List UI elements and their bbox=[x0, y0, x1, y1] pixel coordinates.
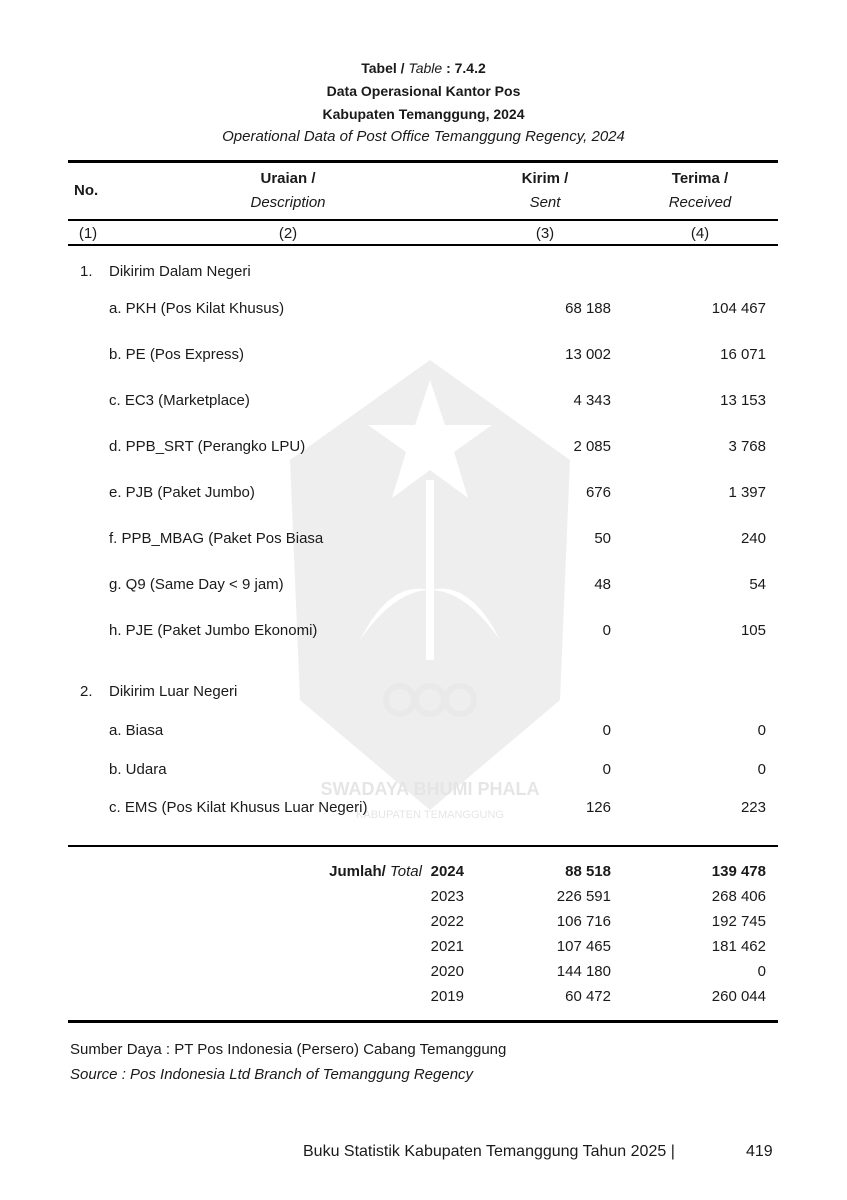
col-kirim: Kirim / bbox=[521, 170, 569, 187]
total-year: 2021 bbox=[430, 938, 464, 955]
total-received: 260 044 bbox=[711, 988, 766, 1005]
col-num-1: (1) bbox=[78, 225, 98, 242]
colnum-rule bbox=[68, 244, 778, 246]
table-region-year: Kabupaten Temanggung, 2024 bbox=[322, 106, 525, 122]
row-label: h. PJE (Paket Jumbo Ekonomi) bbox=[109, 622, 318, 639]
total-label-id: Jumlah/ bbox=[329, 863, 386, 880]
col-received: Received bbox=[668, 194, 732, 211]
row-sent: 0 bbox=[602, 622, 611, 639]
row-label: a. PKH (Pos Kilat Khusus) bbox=[109, 300, 285, 317]
total-year: 2022 bbox=[430, 913, 464, 930]
col-num-3: (3) bbox=[535, 225, 555, 242]
page-number: 419 bbox=[746, 1143, 773, 1160]
row-received: 13 153 bbox=[720, 392, 766, 409]
row-sent: 0 bbox=[602, 761, 611, 778]
footer-book-title: Buku Statistik Kabupaten Temanggung Tahun 2025 | bbox=[303, 1143, 675, 1160]
col-num-4: (4) bbox=[690, 225, 710, 242]
row-label: a. Biasa bbox=[109, 722, 164, 739]
total-sent: 88 518 bbox=[565, 863, 611, 880]
col-sent: Sent bbox=[529, 194, 561, 211]
bottom-rule bbox=[68, 1020, 778, 1023]
tabel-label: Tabel / bbox=[361, 60, 405, 76]
row-received: 1 397 bbox=[728, 484, 766, 501]
row-sent: 0 bbox=[602, 722, 611, 739]
row-label: f. PPB_MBAG (Paket Pos Biasa bbox=[109, 530, 324, 547]
col-uraian: Uraian / bbox=[260, 170, 316, 187]
table-number: : 7.4.2 bbox=[446, 60, 486, 76]
row-label: d. PPB_SRT (Perangko LPU) bbox=[109, 438, 306, 455]
total-received: 181 462 bbox=[711, 938, 766, 955]
total-year: 2020 bbox=[430, 963, 464, 980]
source-id: Sumber Daya : PT Pos Indonesia (Persero) Cabang Temanggung bbox=[70, 1041, 507, 1058]
total-sent: 226 591 bbox=[556, 888, 611, 905]
total-label bbox=[250, 863, 422, 880]
row-sent: 2 085 bbox=[573, 438, 611, 455]
row-sent: 50 bbox=[594, 530, 611, 547]
total-received: 268 406 bbox=[711, 888, 766, 905]
emblem-name: KABUPATEN TEMANGGUNG bbox=[356, 809, 504, 821]
row-label: b. PE (Pos Express) bbox=[109, 346, 245, 363]
row-received: 223 bbox=[740, 799, 766, 816]
col-terima: Terima / bbox=[671, 170, 729, 187]
table-title: Data Operasional Kantor Pos bbox=[326, 83, 521, 99]
total-received: 139 478 bbox=[711, 863, 766, 880]
row-label: c. EMS (Pos Kilat Khusus Luar Negeri) bbox=[109, 799, 368, 816]
section-1-no: 1. bbox=[80, 263, 93, 280]
row-received: 16 071 bbox=[720, 346, 766, 363]
row-label: c. EC3 (Marketplace) bbox=[109, 392, 250, 409]
row-sent: 126 bbox=[585, 799, 611, 816]
row-label: e. PJB (Paket Jumbo) bbox=[109, 484, 255, 501]
section-1-title: Dikirim Dalam Negeri bbox=[109, 263, 251, 280]
source-en: Source : Pos Indonesia Ltd Branch of Temanggung Regency bbox=[70, 1066, 474, 1083]
total-sent: 106 716 bbox=[556, 913, 611, 930]
row-received: 0 bbox=[757, 761, 766, 778]
total-received: 0 bbox=[757, 963, 766, 980]
row-received: 104 467 bbox=[711, 300, 766, 317]
row-received: 54 bbox=[749, 576, 766, 593]
top-rule bbox=[68, 160, 778, 163]
total-label-en: Total bbox=[390, 863, 422, 880]
row-received: 240 bbox=[740, 530, 766, 547]
total-year: 2019 bbox=[430, 988, 464, 1005]
total-year: 2023 bbox=[430, 888, 464, 905]
totals-rule bbox=[68, 845, 778, 847]
section-2-title: Dikirim Luar Negeri bbox=[109, 683, 238, 700]
section-2-no: 2. bbox=[80, 683, 93, 700]
col-description: Description bbox=[250, 194, 326, 211]
row-sent: 4 343 bbox=[573, 392, 611, 409]
emblem-motto: SWADAYA BHUMI PHALA bbox=[320, 779, 540, 799]
row-sent: 48 bbox=[594, 576, 611, 593]
total-year: 2024 bbox=[430, 863, 464, 880]
table-subtitle-en: Operational Data of Post Office Temanggung Regency, 2024 bbox=[222, 128, 625, 145]
total-received: 192 745 bbox=[711, 913, 766, 930]
col-no: No. bbox=[74, 182, 99, 199]
col-num-2: (2) bbox=[278, 225, 298, 242]
total-sent: 107 465 bbox=[556, 938, 611, 955]
total-sent: 144 180 bbox=[556, 963, 611, 980]
row-label: b. Udara bbox=[109, 761, 167, 778]
table-label: Table bbox=[408, 60, 443, 76]
table-number-line bbox=[0, 60, 847, 76]
total-sent: 60 472 bbox=[565, 988, 611, 1005]
row-label: g. Q9 (Same Day < 9 jam) bbox=[109, 576, 284, 593]
row-received: 105 bbox=[740, 622, 766, 639]
row-sent: 676 bbox=[585, 484, 611, 501]
header-rule bbox=[68, 219, 778, 221]
row-sent: 68 188 bbox=[565, 300, 611, 317]
row-received: 3 768 bbox=[728, 438, 766, 455]
row-received: 0 bbox=[757, 722, 766, 739]
row-sent: 13 002 bbox=[565, 346, 611, 363]
